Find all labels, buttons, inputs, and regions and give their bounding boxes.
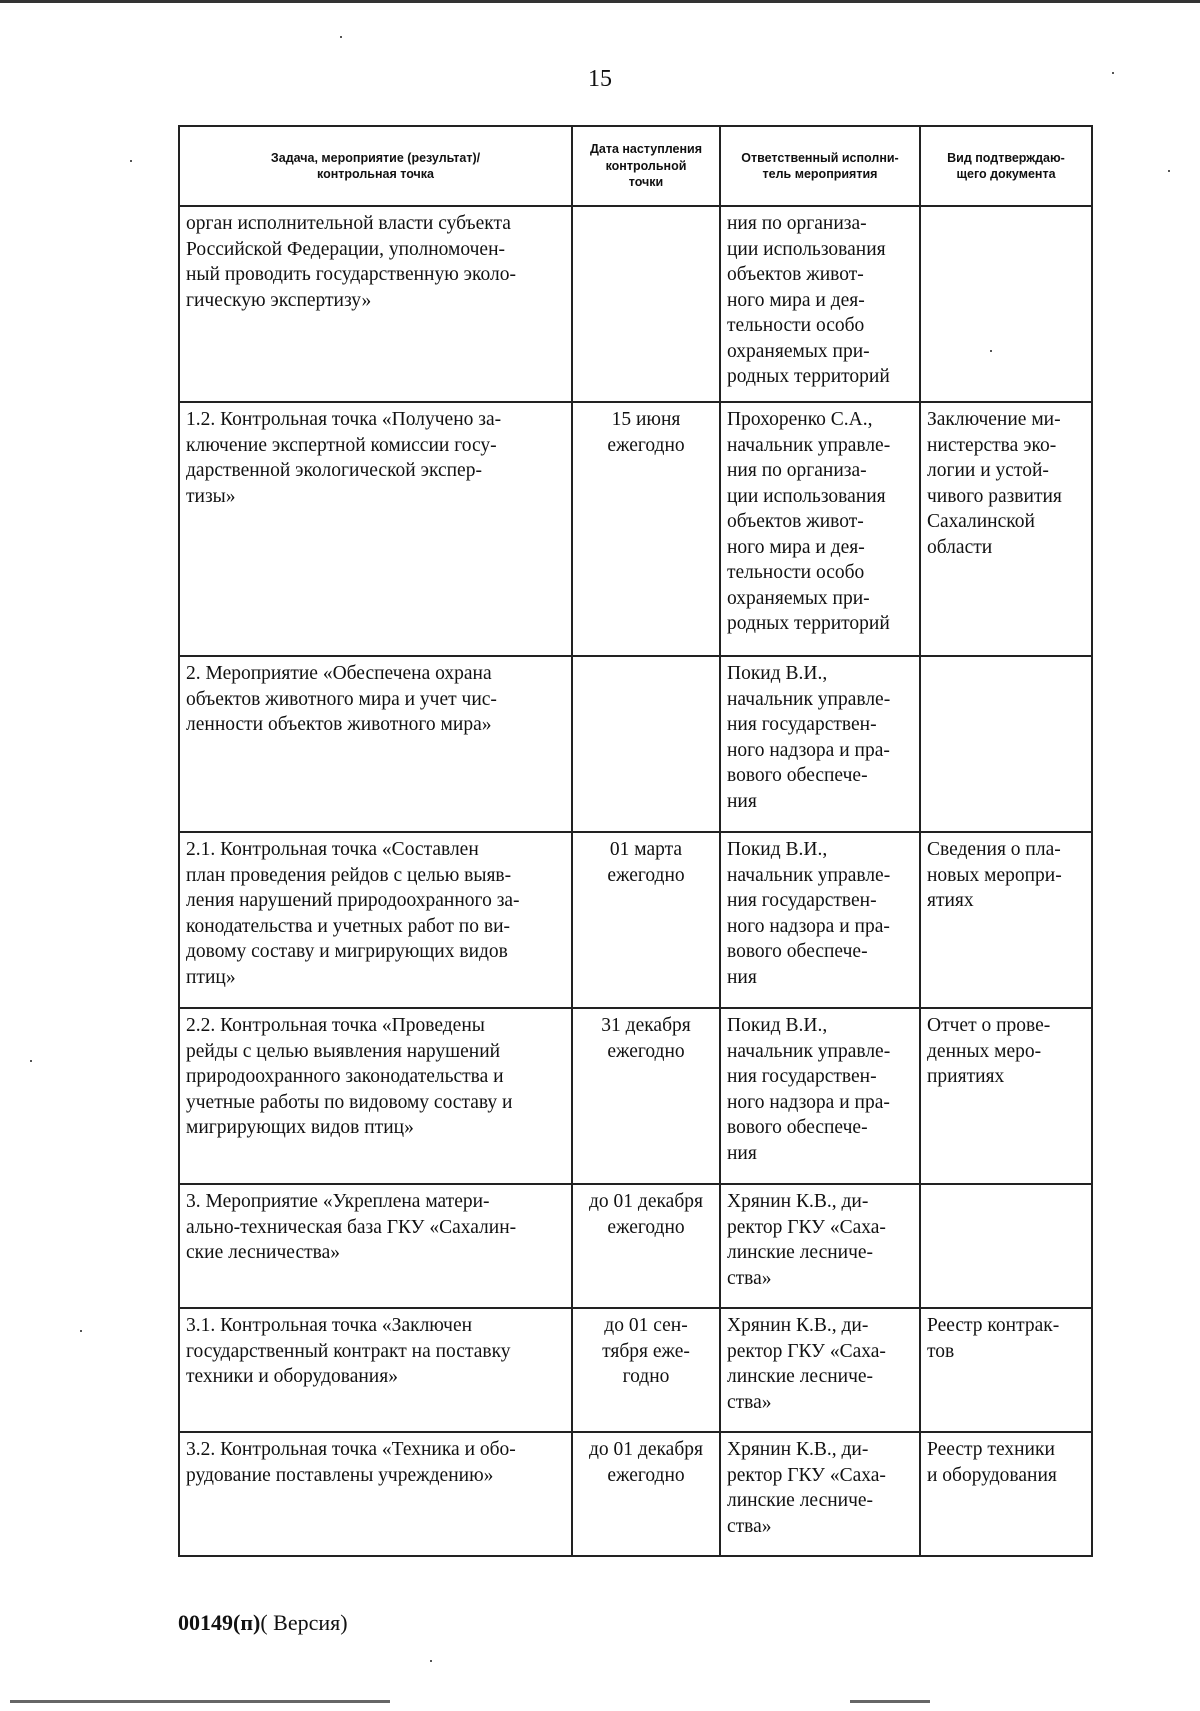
cell-document — [920, 656, 1092, 832]
document-version: ( Версия) — [260, 1610, 348, 1635]
table-row — [179, 1184, 1092, 1308]
scan-dot — [340, 36, 342, 38]
cell-document — [920, 1184, 1092, 1308]
table-row — [179, 656, 1092, 832]
cell-task: 3.2. Контрольная точка «Техника и обо- рудование поставлены учреждению» — [179, 1432, 572, 1556]
cell-task: 2. Мероприятие «Обеспечена охрана объектов животного мира и учет чис- ленности объектов животного мира» — [179, 656, 572, 832]
cell-document: Заключение ми- нистерства эко- логии и устой- чивого развития Сахалинской области — [920, 402, 1092, 656]
cell-document — [920, 206, 1092, 402]
page-number: 15 — [588, 66, 612, 92]
cell-responsible: Покид В.И., начальник управле- ния государствен- ного надзора и пра- вового обеспече- ния — [720, 656, 920, 832]
cell-task: 2.2. Контрольная точка «Проведены рейды с целью выявления нарушений природоохранного законодательства и учетные работы по видовому составу и мигрирующих видов птиц» — [179, 1008, 572, 1184]
cell-date — [572, 656, 720, 832]
scan-noise — [850, 1700, 930, 1703]
table-header-row — [179, 126, 1092, 206]
table-row — [179, 402, 1092, 656]
cell-date: до 01 декабря ежегодно — [572, 1184, 720, 1308]
cell-date: 15 июня ежегодно — [572, 402, 720, 656]
scan-dot — [130, 160, 132, 162]
header-task: Задача, мероприятие (результат)/ контрольная точка — [179, 126, 572, 206]
cell-responsible: Хрянин К.В., ди- ректор ГКУ «Саха- линские лесниче- ства» — [720, 1432, 920, 1556]
cell-date — [572, 206, 720, 402]
control-points-table — [178, 125, 1093, 1557]
cell-document: Реестр техники и оборудования — [920, 1432, 1092, 1556]
table-row — [179, 832, 1092, 1008]
cell-date: 31 декабря ежегодно — [572, 1008, 720, 1184]
header-responsible: Ответственный исполни- тель мероприятия — [720, 126, 920, 206]
scan-dot — [1168, 170, 1170, 172]
scan-dot — [30, 1060, 32, 1062]
cell-responsible: Покид В.И., начальник управле- ния государствен- ного надзора и пра- вового обеспече- ния — [720, 1008, 920, 1184]
scan-dot — [1112, 72, 1114, 74]
cell-responsible: Хрянин К.В., ди- ректор ГКУ «Саха- линские лесниче- ства» — [720, 1184, 920, 1308]
cell-task: 3.1. Контрольная точка «Заключен государственный контракт на поставку техники и оборудования» — [179, 1308, 572, 1432]
cell-responsible: Покид В.И., начальник управле- ния государствен- ного надзора и пра- вового обеспече- ния — [720, 832, 920, 1008]
table-row — [179, 1308, 1092, 1432]
cell-task: орган исполнительной власти субъекта Российской Федерации, уполномочен- ный проводить государственную эколо- гическую экспертизу» — [179, 206, 572, 402]
scan-noise — [10, 1700, 390, 1703]
cell-document: Реестр контрак- тов — [920, 1308, 1092, 1432]
header-date: Дата наступления контрольной точки — [572, 126, 720, 206]
cell-responsible: Хрянин К.В., ди- ректор ГКУ «Саха- линские лесниче- ства» — [720, 1308, 920, 1432]
document-code — [178, 1610, 348, 1636]
cell-task: 2.1. Контрольная точка «Составлен план проведения рейдов с целью выяв- ления нарушений природоохранного за- конодательства и учетных работ по ви- довому составу и мигрирующих видов птиц» — [179, 832, 572, 1008]
cell-task: 1.2. Контрольная точка «Получено за- ключение экспертной комиссии госу- дарственной экологической экспер- тизы» — [179, 402, 572, 656]
scan-dot — [80, 1330, 82, 1332]
scan-dot — [430, 1660, 432, 1662]
table-row — [179, 1008, 1092, 1184]
cell-document: Отчет о прове- денных меро- приятиях — [920, 1008, 1092, 1184]
cell-responsible: ния по организа- ции использования объектов живот- ного мира и дея- тельности особо охраняемых при- родных территорий — [720, 206, 920, 402]
scan-top-edge — [0, 0, 1200, 3]
document-code-number: 00149(п) — [178, 1610, 261, 1635]
table-row — [179, 1432, 1092, 1556]
cell-document: Сведения о пла- новых меропри- ятиях — [920, 832, 1092, 1008]
header-document: Вид подтверждаю- щего документа — [920, 126, 1092, 206]
table-row — [179, 206, 1092, 402]
cell-date: 01 марта ежегодно — [572, 832, 720, 1008]
cell-responsible: Прохоренко С.А., начальник управле- ния по организа- ции использования объектов живот- ного мира и дея- тельности особо охраняемых при- родных территорий — [720, 402, 920, 656]
cell-date: до 01 сен- тября еже- годно — [572, 1308, 720, 1432]
scan-dot — [990, 350, 992, 352]
cell-date: до 01 декабря ежегодно — [572, 1432, 720, 1556]
cell-task: 3. Мероприятие «Укреплена матери- ально-техническая база ГКУ «Сахалин- ские лесничества» — [179, 1184, 572, 1308]
